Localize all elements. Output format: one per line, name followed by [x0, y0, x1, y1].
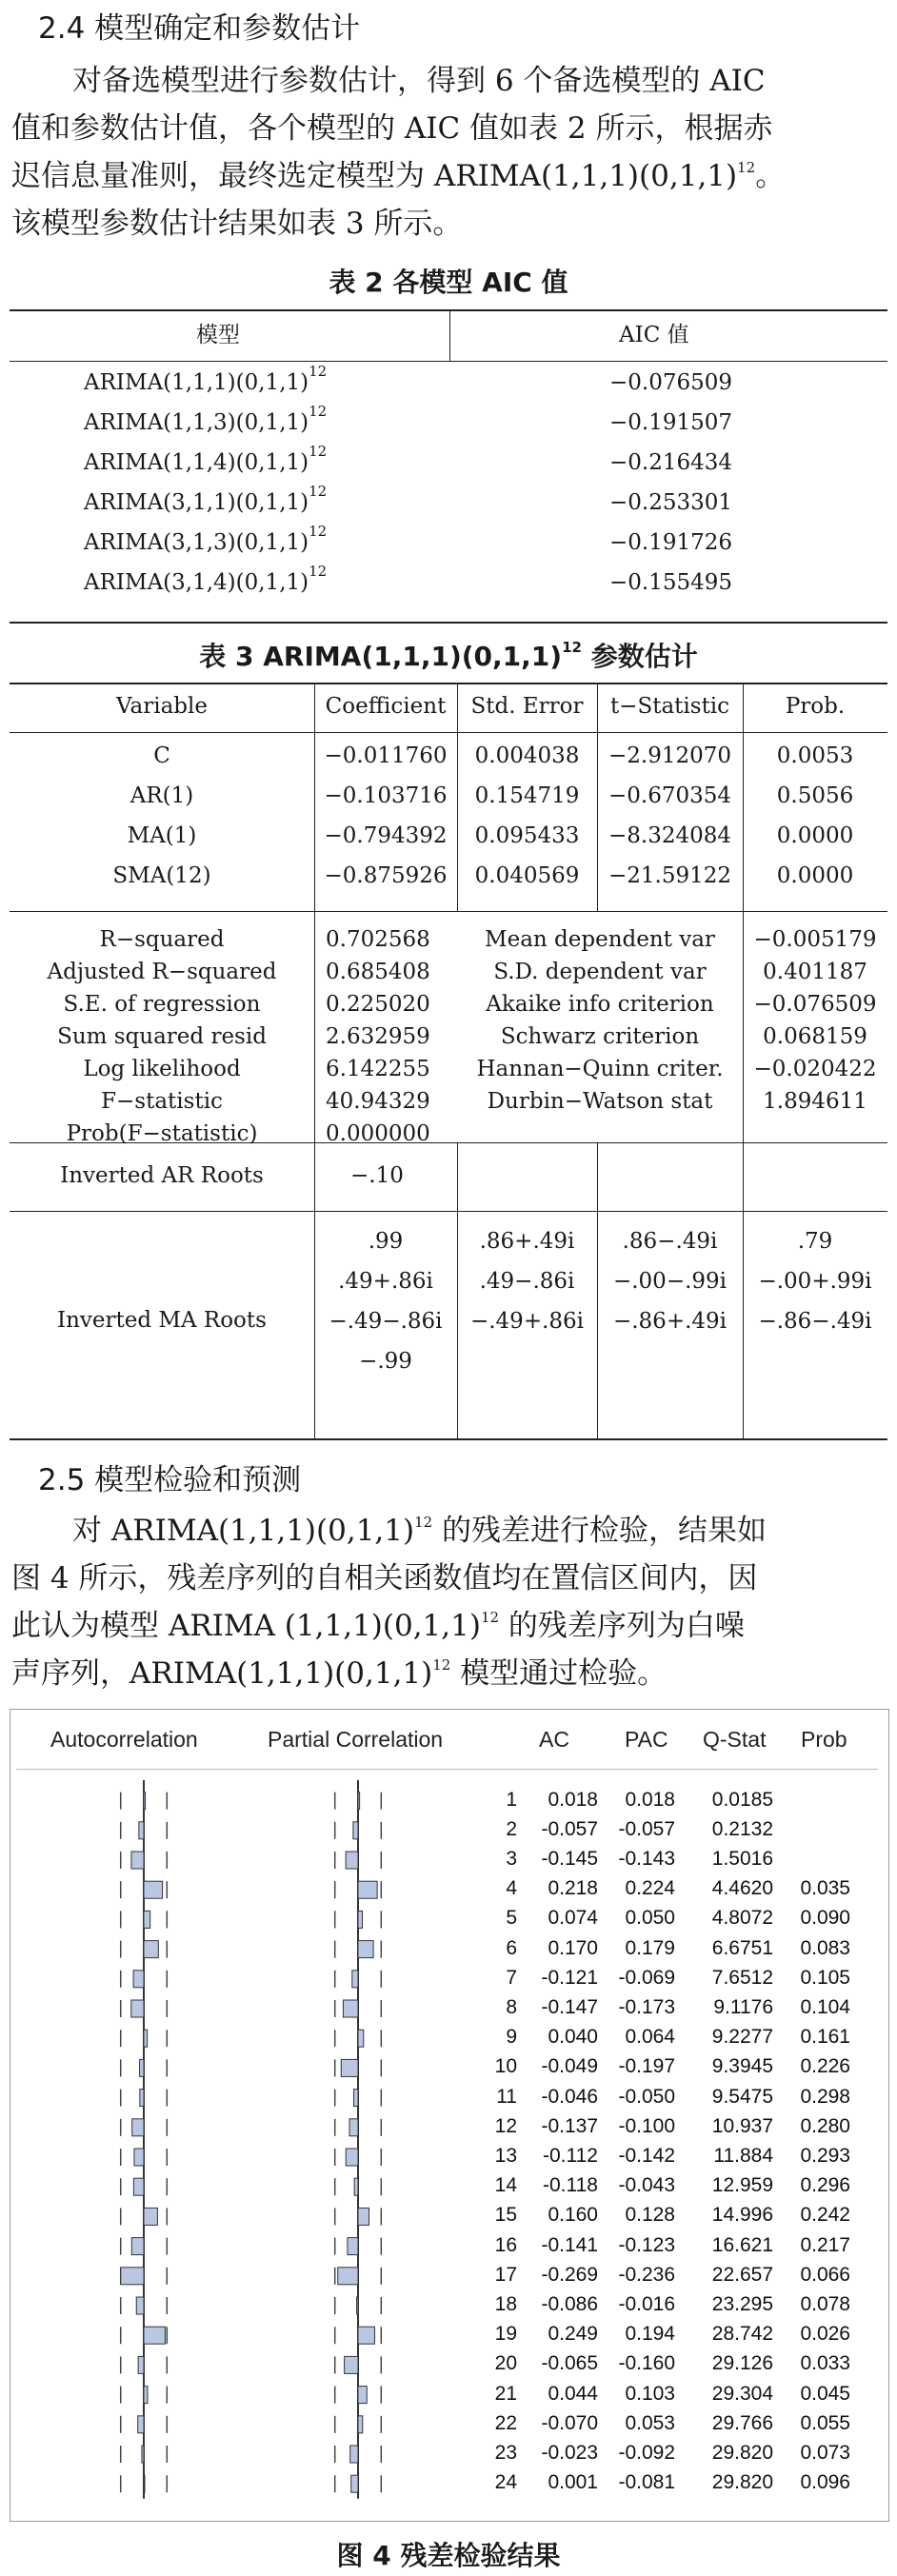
stat-label: S.D. dependent var: [493, 960, 707, 984]
ac-value: 0.040: [548, 2026, 598, 2049]
stat-value: 0.000000: [326, 1121, 430, 1146]
table-row: $ARIMA(3,1,1)(0,1,1)^{12}$ −0.253301: [84, 483, 733, 515]
stat-label: Adjusted R−squared: [47, 960, 277, 984]
stat-value: −0.005179: [753, 927, 877, 952]
pac-value: -0.160: [618, 2352, 675, 2375]
value-cell: −0.794392: [324, 823, 448, 848]
stat-value: 0.068159: [763, 1024, 867, 1049]
pac-value: 0.103: [625, 2382, 675, 2405]
value-cell: 0.004038: [474, 743, 580, 768]
column-header-model: 模型: [196, 323, 240, 347]
table-3: [10, 683, 887, 1440]
model-cell: ARIMA(1,1,3)(0,1,1): [84, 410, 309, 435]
ac-value: -0.269: [541, 2263, 598, 2286]
lag-value: 16: [494, 2233, 517, 2256]
header-partial-correlation: Partial Correlation: [268, 1727, 444, 1752]
pac-value: -0.016: [618, 2293, 675, 2315]
paragraph-line: 图 4 所示，残差序列的自相关函数值均在置信区间内，因: [11, 1561, 758, 1595]
ac-value: -0.070: [541, 2411, 598, 2434]
acf-bar: [131, 2238, 144, 2255]
section-heading-2-5: 2.5 模型检验和预测: [38, 1463, 302, 1497]
acf-bar: [131, 1852, 144, 1869]
prob-value: 0.096: [800, 2471, 850, 2494]
pacf-bar: [358, 1881, 377, 1898]
pacf-bar: [358, 2416, 363, 2433]
ma-root-value: .49−.86i: [479, 1269, 575, 1294]
prob-value: 0.105: [800, 1966, 850, 1989]
pac-value: -0.081: [618, 2471, 675, 2494]
pacf-bar: [358, 2208, 369, 2225]
qstat-value: 22.657: [711, 2263, 773, 2286]
value-cell: −21.59122: [608, 863, 731, 888]
lag-value: 7: [506, 1966, 517, 1989]
pacf-bar: [358, 2030, 364, 2047]
pacf-bar: [354, 2090, 359, 2107]
qstat-value: 4.8072: [711, 1907, 773, 1930]
table-row: $ARIMA(1,1,1)(0,1,1)^{12}$ −0.076509: [84, 363, 733, 395]
qstat-value: 0.2132: [711, 1817, 773, 1840]
pac-value: 0.194: [625, 2323, 675, 2346]
section-heading-2-4: 2.4 模型确定和参数估计: [38, 11, 361, 46]
stat-value: −0.020422: [753, 1057, 877, 1081]
stat-value: 0.685408: [326, 960, 430, 984]
pacf-bar: [350, 2446, 358, 2463]
prob-value: 0.161: [800, 2026, 850, 2049]
column-header-aic: AIC 值: [619, 323, 689, 347]
ac-value: -0.145: [541, 1848, 598, 1870]
column-header: t−Statistic: [609, 694, 730, 719]
value-cell: −8.324084: [608, 823, 731, 848]
value-cell: 0.0053: [776, 743, 854, 768]
stat-value: 6.142255: [326, 1057, 430, 1081]
column-header: Coefficient: [325, 694, 447, 719]
pac-value: -0.069: [618, 1966, 675, 1989]
qstat-value: 7.6512: [711, 1966, 773, 1989]
paragraph-line: 此认为模型 ARIMA $(1,1,1)(0,1,1)^{12}$ 的残差序列为白噪: [11, 1609, 745, 1643]
lag-value: 13: [494, 2145, 517, 2167]
pac-value: -0.092: [618, 2442, 675, 2464]
stat-label: Durbin−Watson stat: [487, 1089, 713, 1114]
prob-value: 0.035: [800, 1877, 850, 1900]
ma-root-value: −.00−.99i: [612, 1269, 728, 1294]
value-cell: 0.040569: [474, 863, 580, 888]
lag-value: 17: [494, 2263, 517, 2286]
table-row: $ARIMA(3,1,3)(0,1,1)^{12}$ −0.191726: [84, 523, 733, 555]
qstat-value: 9.2277: [711, 2026, 773, 2049]
pac-value: 0.018: [625, 1788, 675, 1811]
qstat-value: 23.295: [711, 2293, 773, 2315]
prob-value: 0.066: [800, 2263, 850, 2286]
variable-cell: MA(1): [127, 823, 197, 848]
ac-value: 0.044: [548, 2382, 598, 2405]
ac-value: -0.086: [541, 2293, 598, 2315]
lag-value: 1: [506, 1788, 517, 1811]
model-cell: ARIMA(1,1,4)(0,1,1): [84, 450, 309, 475]
prob-value: 0.293: [800, 2145, 850, 2167]
acf-bar: [144, 1881, 163, 1898]
pac-value: -0.173: [618, 1996, 675, 2018]
stat-label: Akaike info criterion: [486, 992, 714, 1017]
ac-value: -0.112: [543, 2145, 598, 2167]
lag-value: 14: [494, 2174, 517, 2197]
pacf-bar: [349, 2119, 358, 2136]
pacf-bar: [345, 2356, 358, 2373]
stat-label: F−statistic: [101, 1089, 223, 1114]
pacf-bar: [354, 2178, 358, 2195]
pac-value: 0.064: [625, 2026, 675, 2049]
lag-value: 22: [494, 2411, 517, 2434]
aic-cell: −0.191726: [609, 530, 733, 555]
prob-value: 0.083: [800, 1936, 850, 1959]
ma-root-value: −.86+.49i: [612, 1309, 728, 1334]
table-row: $ARIMA(1,1,3)(0,1,1)^{12}$ −0.191507: [84, 403, 733, 435]
model-cell: ARIMA(1,1,1)(0,1,1): [84, 370, 309, 395]
paragraph-line: 迟信息量准则，最终选定模型为 $ARIMA(1,1,1)(0,1,1)^{12}$。: [11, 159, 786, 193]
ac-value: 0.074: [548, 1907, 598, 1930]
figure-4-caption: 图 4 残差检验结果: [336, 2540, 561, 2571]
table-row: $ARIMA(1,1,4)(0,1,1)^{12}$ −0.216434: [84, 443, 733, 475]
model-cell: ARIMA(3,1,3)(0,1,1): [84, 530, 309, 555]
value-cell: −0.103716: [324, 783, 448, 808]
lag-value: 9: [506, 2026, 517, 2049]
qstat-value: 6.6751: [711, 1936, 773, 1959]
acf-bar: [139, 1822, 144, 1839]
lag-value: 24: [494, 2471, 517, 2494]
pacf-bar: [341, 2059, 358, 2076]
qstat-value: 4.4620: [711, 1877, 773, 1900]
lag-value: 6: [506, 1936, 517, 1959]
pacf-bar: [352, 1971, 358, 1988]
aic-cell: −0.216434: [609, 450, 733, 475]
acf-bar: [144, 2208, 157, 2225]
lag-value: 3: [506, 1848, 517, 1870]
ac-value: 0.249: [548, 2323, 598, 2346]
value-cell: 0.154719: [474, 783, 580, 808]
acf-bar: [144, 2387, 148, 2404]
lag-value: 15: [494, 2204, 517, 2227]
paragraph-line: 声序列，$ARIMA(1,1,1)(0,1,1)^{12}$ 模型通过检验。: [11, 1656, 668, 1691]
qstat-value: 16.621: [711, 2233, 773, 2256]
header-ac: AC: [539, 1727, 569, 1752]
lag-value: 4: [506, 1877, 517, 1900]
acf-bar: [133, 1971, 144, 1988]
prob-value: 0.217: [800, 2233, 850, 2256]
pac-value: -0.043: [618, 2174, 675, 2197]
section-2-4-paragraph: [11, 57, 886, 248]
stat-value: 1.894611: [763, 1089, 867, 1114]
lag-value: 21: [494, 2382, 517, 2405]
column-header: Prob.: [785, 694, 846, 719]
lag-value: 23: [494, 2442, 517, 2464]
pac-value: -0.197: [618, 2055, 675, 2078]
acf-bar: [133, 2178, 144, 2195]
ac-value: -0.065: [541, 2352, 598, 2375]
acf-bar: [144, 1911, 150, 1928]
variable-cell: C: [153, 743, 170, 768]
ar-roots-value: −.10: [350, 1163, 404, 1188]
lag-value: 10: [494, 2055, 517, 2078]
variable-cell: AR(1): [130, 783, 194, 808]
qstat-value: 9.1176: [713, 1996, 773, 2018]
value-cell: 0.5056: [776, 783, 854, 808]
model-cell: ARIMA(3,1,1)(0,1,1): [84, 490, 309, 515]
acf-bar: [138, 2356, 144, 2373]
aic-cell: −0.076509: [609, 370, 733, 395]
value-cell: −0.670354: [608, 783, 731, 808]
pac-value: 0.128: [625, 2204, 675, 2227]
prob-value: 0.055: [800, 2411, 850, 2434]
header-prob: Prob: [801, 1727, 847, 1752]
qstat-value: 14.996: [711, 2204, 773, 2227]
acf-bar: [144, 2475, 145, 2492]
ma-root-value: −.86−.49i: [758, 1309, 872, 1334]
acf-bar: [138, 2416, 144, 2433]
ac-value: -0.118: [543, 2174, 598, 2197]
pac-value: -0.050: [618, 2085, 675, 2108]
prob-value: 0.242: [800, 2204, 850, 2227]
paragraph-line: 对备选模型进行参数估计，得到 6 个备选模型的 AIC: [72, 64, 766, 98]
acf-bar: [144, 2327, 165, 2344]
acf-bar: [121, 2268, 144, 2285]
ma-root-value: −.00+.99i: [758, 1269, 872, 1294]
stat-label: S.E. of regression: [63, 992, 261, 1017]
lag-value: 19: [494, 2323, 517, 2346]
table-2-caption: 表 2 各模型 AIC 值: [329, 267, 568, 298]
ac-value: -0.137: [541, 2114, 598, 2137]
ma-root-value: −.99: [359, 1349, 412, 1374]
pac-value: -0.057: [618, 1817, 675, 1840]
stat-value: 0.401187: [763, 960, 867, 984]
ma-root-value: .99: [368, 1229, 404, 1254]
ma-root-value: .86+.49i: [479, 1229, 575, 1254]
pacf-bar: [351, 2475, 358, 2492]
pac-value: 0.050: [625, 1907, 675, 1930]
qstat-value: 29.126: [711, 2352, 773, 2375]
lag-value: 20: [494, 2352, 517, 2375]
acf-bar: [134, 2149, 144, 2166]
stat-label: R−squared: [99, 927, 225, 952]
ac-value: 0.218: [548, 1877, 598, 1900]
pacf-bar: [353, 1822, 358, 1839]
ma-root-value: .86−.49i: [622, 1229, 718, 1254]
stat-label: Mean dependent var: [485, 927, 715, 952]
qstat-value: 29.820: [711, 2442, 773, 2464]
figure-4-correlogram: [10, 1709, 889, 2522]
prob-value: 0.280: [800, 2114, 850, 2137]
qstat-value: 1.5016: [711, 1848, 773, 1870]
column-header: Std. Error: [470, 694, 584, 719]
qstat-value: 9.5475: [711, 2085, 773, 2108]
qstat-value: 9.3945: [711, 2055, 773, 2078]
value-cell: −0.011760: [324, 743, 448, 768]
ac-value: -0.141: [541, 2233, 598, 2256]
variable-cell: SMA(12): [112, 863, 211, 888]
prob-value: 0.090: [800, 1907, 850, 1930]
table-2: [10, 309, 887, 624]
prob-value: 0.026: [800, 2323, 850, 2346]
value-cell: 0.095433: [474, 823, 580, 848]
ac-value: -0.023: [541, 2442, 598, 2464]
stat-label: Hannan−Quinn criter.: [476, 1057, 724, 1081]
aic-cell: −0.191507: [609, 410, 733, 435]
column-header: Variable: [116, 694, 208, 719]
prob-value: 0.078: [800, 2293, 850, 2315]
prob-value: 0.045: [800, 2382, 850, 2405]
stat-label: Schwarz criterion: [500, 1024, 700, 1049]
stat-label: Log likelihood: [83, 1057, 241, 1081]
prob-value: 0.298: [800, 2085, 850, 2108]
ac-value: -0.121: [541, 1966, 598, 1989]
aic-cell: −0.253301: [609, 490, 733, 515]
model-cell: ARIMA(3,1,4)(0,1,1): [84, 570, 309, 595]
ac-value: 0.170: [548, 1936, 598, 1959]
ma-root-value: −.49−.86i: [329, 1309, 443, 1334]
stat-label: Prob(F−statistic): [66, 1121, 258, 1146]
stat-value: −0.076509: [753, 992, 877, 1017]
pacf-bar: [358, 1941, 373, 1958]
qstat-value: 0.0185: [711, 1788, 773, 1811]
pac-value: -0.236: [618, 2263, 675, 2286]
lag-value: 2: [506, 1817, 517, 1840]
qstat-value: 29.820: [711, 2471, 773, 2494]
qstat-value: 28.742: [711, 2323, 773, 2346]
header-autocorrelation: Autocorrelation: [50, 1727, 198, 1752]
lag-value: 11: [496, 2085, 517, 2108]
qstat-value: 29.766: [711, 2411, 773, 2434]
ac-value: -0.049: [541, 2055, 598, 2078]
prob-value: 0.226: [800, 2055, 850, 2078]
pacf-bar: [348, 2238, 358, 2255]
ac-value: -0.046: [541, 2085, 598, 2108]
aic-cell: −0.155495: [609, 570, 733, 595]
prob-value: 0.296: [800, 2174, 850, 2197]
stat-value: 40.94329: [326, 1089, 430, 1114]
stat-label: Sum squared resid: [57, 1024, 267, 1049]
value-cell: 0.0000: [776, 823, 854, 848]
pac-value: -0.100: [618, 2114, 675, 2137]
acf-bar: [136, 2297, 144, 2314]
value-cell: −2.912070: [608, 743, 731, 768]
table-3-caption: 表 3 $ARIMA(1,1,1)(0,1,1)^{12}$ 参数估计: [199, 639, 698, 672]
stat-value: 0.702568: [326, 927, 430, 952]
paragraph-line: 值和参数估计值，各个模型的 AIC 值如表 2 所示，根据赤: [11, 111, 773, 146]
section-2-5-paragraph: [11, 1507, 886, 1697]
pac-value: -0.142: [618, 2145, 675, 2167]
qstat-value: 11.884: [713, 2145, 773, 2167]
ma-roots-label: Inverted MA Roots: [57, 1308, 267, 1333]
lag-value: 5: [506, 1907, 517, 1930]
pac-value: 0.053: [625, 2411, 675, 2434]
pacf-bar: [357, 2297, 358, 2314]
prob-value: 0.104: [800, 1996, 850, 2018]
pacf-bar: [343, 2000, 358, 2017]
stat-value: 2.632959: [326, 1024, 430, 1049]
qstat-value: 29.304: [711, 2382, 773, 2405]
acf-bar: [144, 2030, 148, 2047]
ac-value: 0.001: [548, 2471, 598, 2494]
pacf-bar: [358, 2387, 367, 2404]
qstat-value: 12.959: [711, 2174, 773, 2197]
lag-value: 8: [506, 1996, 517, 2018]
qstat-value: 10.937: [711, 2114, 773, 2137]
pacf-bar: [338, 2268, 358, 2285]
ac-value: 0.160: [548, 2204, 598, 2227]
paragraph-line: 对 $ARIMA(1,1,1)(0,1,1)^{12}$ 的残差进行检验，结果如: [72, 1514, 767, 1548]
stat-value: 0.225020: [326, 992, 430, 1017]
lag-value: 18: [494, 2293, 517, 2315]
ma-root-value: −.49+.86i: [469, 1309, 585, 1334]
acf-bar: [144, 1793, 146, 1810]
table-row: $ARIMA(3,1,4)(0,1,1)^{12}$ −0.155495: [84, 563, 733, 595]
pacf-bar: [358, 1793, 360, 1810]
pacf-bar: [346, 2149, 358, 2166]
pacf-bar: [358, 1911, 363, 1928]
pac-value: 0.179: [625, 1936, 675, 1959]
prob-value: 0.073: [800, 2442, 850, 2464]
acf-bar: [132, 2119, 144, 2136]
ma-root-value: .79: [797, 1229, 833, 1254]
acf-bar: [131, 2000, 144, 2017]
ar-roots-label: Inverted AR Roots: [60, 1163, 264, 1188]
acf-bar: [144, 1941, 158, 1958]
acf-bar: [140, 2059, 144, 2076]
ac-value: -0.147: [541, 1996, 598, 2018]
prob-value: 0.033: [800, 2352, 850, 2375]
pacf-bar: [346, 1852, 358, 1869]
pacf-bar: [358, 2327, 374, 2344]
acf-bar: [142, 2446, 144, 2463]
pac-value: 0.224: [625, 1877, 675, 1900]
ac-value: 0.018: [548, 1788, 598, 1811]
lag-value: 12: [494, 2114, 517, 2137]
ac-value: -0.057: [541, 1817, 598, 1840]
value-cell: −0.875926: [324, 863, 448, 888]
acf-bar: [140, 2090, 144, 2107]
pac-value: -0.143: [618, 1848, 675, 1870]
paragraph-line: 该模型参数估计结果如表 3 所示。: [11, 207, 463, 241]
header-qstat: Q-Stat: [703, 1727, 767, 1752]
header-pac: PAC: [625, 1727, 668, 1752]
value-cell: 0.0000: [776, 863, 854, 888]
ma-root-value: .49+.86i: [338, 1269, 433, 1294]
pac-value: -0.123: [618, 2233, 675, 2256]
